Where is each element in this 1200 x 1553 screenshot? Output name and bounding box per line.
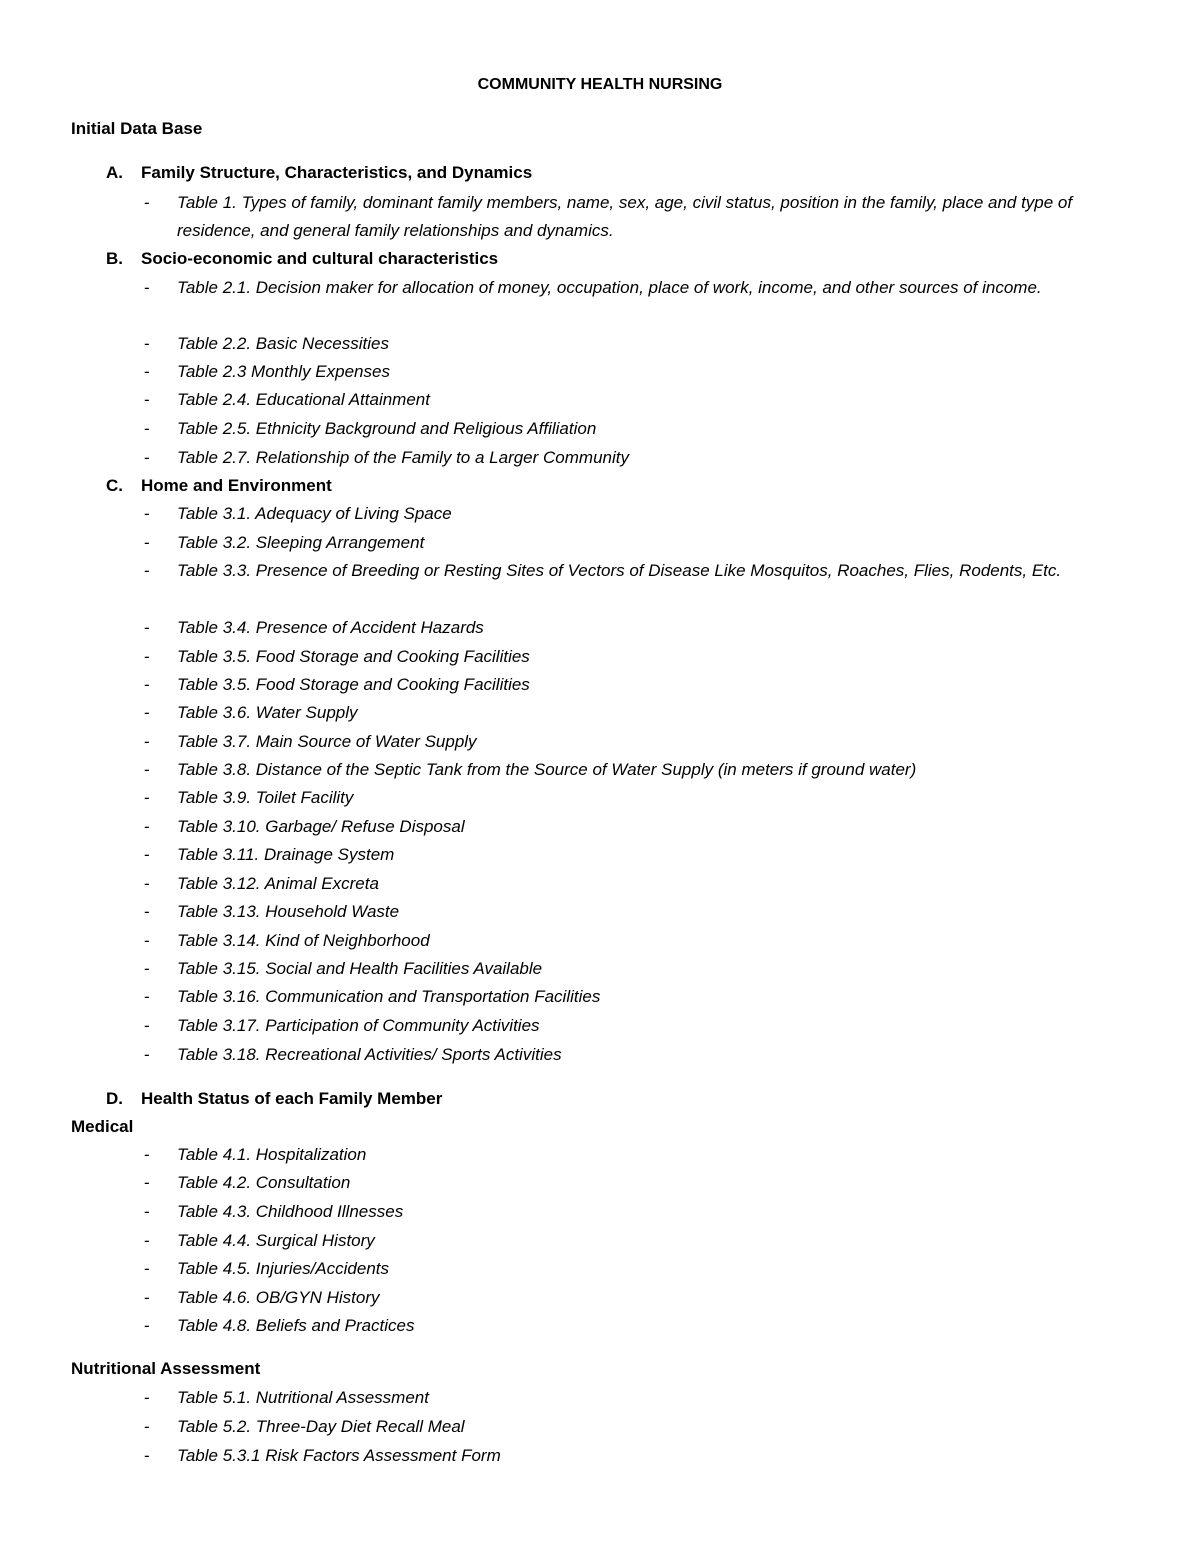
list-item [144,955,1134,983]
list-item [144,1169,1134,1197]
list-item [144,529,1134,557]
list-item-text: Table 4.1. Hospitalization [177,1145,367,1164]
bullet-dash: - [144,504,150,523]
section-d-label: Health Status of each Family Member [141,1089,443,1108]
list-item [144,1198,1134,1226]
bullet-dash: - [144,732,150,751]
bullet-dash: - [144,362,150,381]
bullet-dash: - [144,193,150,212]
section-b-letter: B. [106,249,123,268]
section-b-heading [106,248,498,270]
list-item-text: Table 2.5. Ethnicity Background and Religious Affiliation [177,419,597,438]
list-item-text: Table 2.7. Relationship of the Family to a Larger Community [177,448,629,467]
list-item [144,841,1134,869]
list-item-text: Table 5.2. Three-Day Diet Recall Meal [177,1417,465,1436]
list-item-text: Table 4.3. Childhood Illnesses [177,1202,404,1221]
list-item-text: Table 4.8. Beliefs and Practices [177,1316,415,1335]
bullet-dash: - [144,533,150,552]
section-d-letter: D. [106,1089,123,1108]
list-item [144,386,1134,414]
bullet-dash: - [144,1016,150,1035]
bullet-dash: - [144,334,150,353]
list-item [144,274,1134,302]
list-item [144,1012,1134,1040]
list-item [144,614,1134,642]
list-item-text: Table 5.3.1 Risk Factors Assessment Form [177,1446,501,1465]
bullet-dash: - [144,1145,150,1164]
list-item [144,1041,1134,1069]
bullet-dash: - [144,278,150,297]
section-a-label: Family Structure, Characteristics, and Dynamics [141,163,533,182]
list-item-text: Table 3.2. Sleeping Arrangement [177,533,425,552]
bullet-dash: - [144,1316,150,1335]
list-item [144,813,1134,841]
section-d-heading [106,1088,442,1110]
list-item-text: Table 3.3. Presence of Breeding or Resting Sites of Vectors of Disease Like Mosquitos, Roaches, Flies, Rodents, Etc. [177,561,1062,580]
list-item [144,189,1134,245]
list-item-text: Table 1. Types of family, dominant family members, name, sex, age, civil status, position in the family, place and type of residence, and general family relationships and dynamics. [177,193,1073,240]
list-item [144,330,1134,358]
list-item-text: Table 3.9. Toilet Facility [177,788,354,807]
list-item [144,927,1134,955]
list-item-text: Table 4.2. Consultation [177,1173,351,1192]
bullet-dash: - [144,448,150,467]
list-item-text: Table 3.7. Main Source of Water Supply [177,732,477,751]
bullet-dash: - [144,618,150,637]
list-item-text: Table 3.10. Garbage/ Refuse Disposal [177,817,465,836]
list-item-text: Table 3.13. Household Waste [177,902,400,921]
bullet-dash: - [144,817,150,836]
bullet-dash: - [144,987,150,1006]
list-item-text: Table 2.3 Monthly Expenses [177,362,390,381]
list-item-text: Table 2.2. Basic Necessities [177,334,389,353]
list-item-text: Table 3.8. Distance of the Septic Tank from the Source of Water Supply (in meters if ground water) [177,760,917,779]
list-item-text: Table 3.4. Presence of Accident Hazards [177,618,484,637]
list-item-text: Table 5.1. Nutritional Assessment [177,1388,429,1407]
section-c-letter: C. [106,476,123,495]
bullet-dash: - [144,1045,150,1064]
list-item [144,1312,1134,1340]
bullet-dash: - [144,561,150,580]
list-item [144,358,1134,386]
list-item-text: Table 3.11. Drainage System [177,845,395,864]
list-item [144,643,1134,671]
list-item-text: Table 2.1. Decision maker for allocation of money, occupation, place of work, income, and other sources of income. [177,278,1042,297]
list-item-text: Table 4.5. Injuries/Accidents [177,1259,389,1278]
list-item [144,784,1134,812]
list-item [144,557,1134,585]
bullet-dash: - [144,1202,150,1221]
list-item-text: Table 3.1. Adequacy of Living Space [177,504,452,523]
list-item-text: Table 3.18. Recreational Activities/ Sports Activities [177,1045,562,1064]
list-item-text: Table 3.16. Communication and Transportation Facilities [177,987,601,1006]
list-item [144,1384,1134,1412]
section-c-label: Home and Environment [141,476,332,495]
list-item [144,983,1134,1011]
list-item [144,756,1134,784]
list-item-text: Table 3.15. Social and Health Facilities Available [177,959,543,978]
bullet-dash: - [144,902,150,921]
bullet-dash: - [144,845,150,864]
bullet-dash: - [144,390,150,409]
list-item-text: Table 3.17. Participation of Community Activities [177,1016,540,1035]
list-item [144,1255,1134,1283]
bullet-dash: - [144,675,150,694]
list-item-text: Table 3.14. Kind of Neighborhood [177,931,430,950]
list-item-text: Table 4.6. OB/GYN History [177,1288,380,1307]
section-a-heading [106,162,532,184]
list-item [144,1227,1134,1255]
initial-data-base-heading: Initial Data Base [71,119,203,138]
list-item [144,1442,1134,1470]
list-item-text: Table 3.5. Food Storage and Cooking Facilities [177,647,530,666]
medical-heading: Medical [71,1117,134,1136]
list-item [144,444,1134,472]
list-item [144,699,1134,727]
bullet-dash: - [144,1388,150,1407]
list-item [144,500,1134,528]
list-item [144,671,1134,699]
bullet-dash: - [144,647,150,666]
list-item [144,728,1134,756]
list-item [144,1141,1134,1169]
bullet-dash: - [144,419,150,438]
bullet-dash: - [144,1446,150,1465]
section-c-heading [106,475,332,497]
bullet-dash: - [144,1259,150,1278]
list-item [144,1284,1134,1312]
bullet-dash: - [144,931,150,950]
list-item-text: Table 4.4. Surgical History [177,1231,375,1250]
bullet-dash: - [144,1173,150,1192]
list-item [144,1413,1134,1441]
bullet-dash: - [144,1231,150,1250]
bullet-dash: - [144,959,150,978]
section-b-label: Socio-economic and cultural characteristics [141,249,499,268]
list-item-text: Table 3.5. Food Storage and Cooking Facilities [177,675,530,694]
section-a-letter: A. [106,163,123,182]
list-item-text: Table 3.6. Water Supply [177,703,358,722]
list-item [144,898,1134,926]
list-item [144,870,1134,898]
bullet-dash: - [144,874,150,893]
bullet-dash: - [144,760,150,779]
bullet-dash: - [144,1288,150,1307]
bullet-dash: - [144,1417,150,1436]
list-item [144,415,1134,443]
list-item-text: Table 2.4. Educational Attainment [177,390,430,409]
page-title: COMMUNITY HEALTH NURSING [477,76,723,93]
list-item-text: Table 3.12. Animal Excreta [177,874,379,893]
bullet-dash: - [144,788,150,807]
nutritional-assessment-heading: Nutritional Assessment [71,1359,261,1378]
bullet-dash: - [144,703,150,722]
